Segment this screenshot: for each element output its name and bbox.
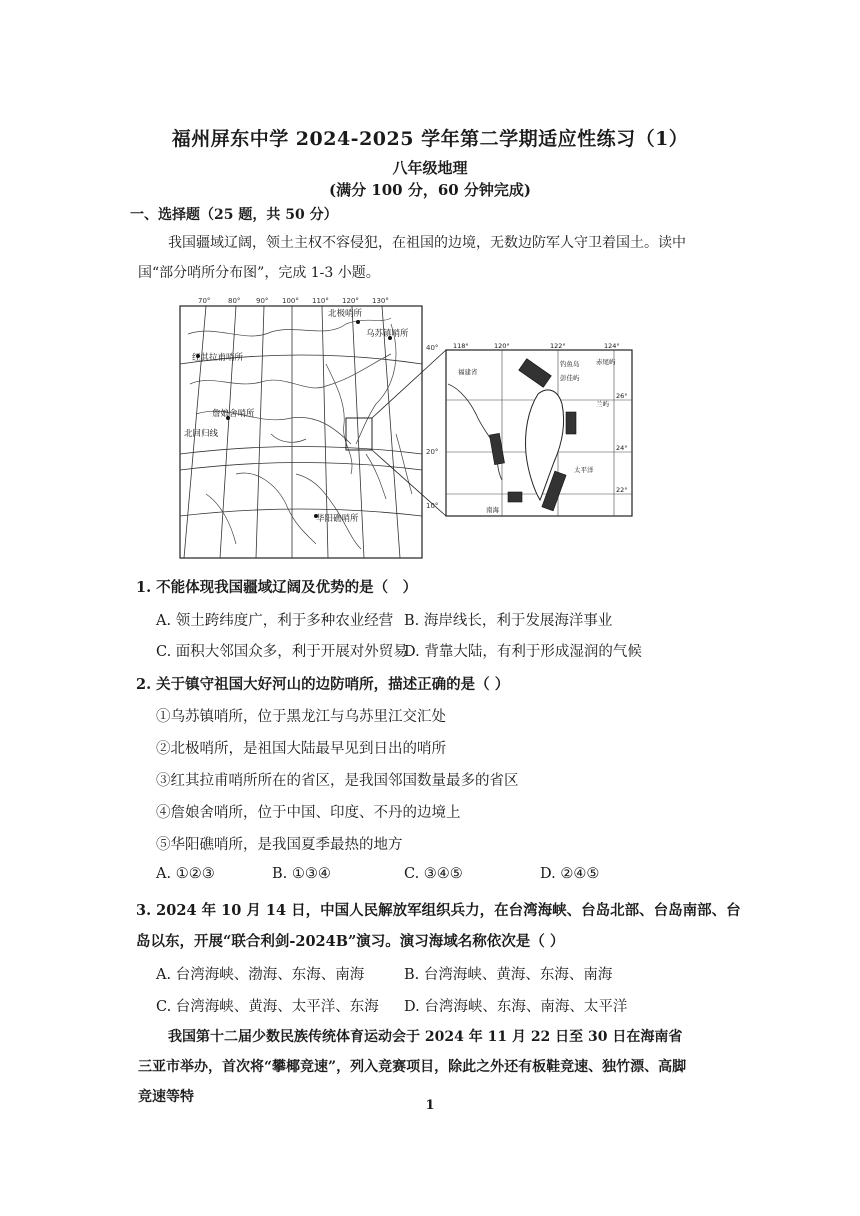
page-number: 1 — [425, 1098, 435, 1113]
question-1-option-a[interactable]: A. 领土跨纬度广，利于多种农业经营 — [156, 613, 394, 629]
question-3-option-d[interactable]: D. 台湾海峡、东海、南海、太平洋 — [404, 999, 628, 1015]
lat-label: 10° — [426, 502, 439, 510]
map-svg — [176, 294, 636, 564]
lon-label: 120° — [342, 297, 359, 305]
question-1-option-c[interactable]: C. 面积大邻国众多，利于开展对外贸易 — [156, 644, 408, 660]
inset-label-chiwei: 赤尾屿 — [596, 358, 616, 366]
inset-label-fujian: 福建省 — [458, 368, 478, 376]
inset-lon-label: 118° — [453, 342, 469, 350]
question-3-stem-line-2: 岛以东，开展“联合利剑-2024B”演习。演习海域名称依次是（ ） — [136, 933, 565, 950]
exercise-zone — [508, 492, 522, 502]
inset-label-pengjia: 彭佳屿 — [560, 374, 580, 382]
question-2-stem: 2. 关于镇守祖国大好河山的边防哨所，描述正确的是（ ） — [136, 676, 510, 693]
inset-lon-label: 124° — [604, 342, 620, 350]
question-3-option-c[interactable]: C. 台湾海峡、黄海、太平洋、东海 — [156, 999, 379, 1015]
inset-lon-label: 120° — [494, 342, 510, 350]
exam-title: 福州屏东中学 2024-2025 学年第二学期适应性练习（1） — [171, 128, 689, 150]
post-label-beiji: 北极哨所 — [328, 309, 363, 319]
intro-paragraph-2: 我国第十二届少数民族传统体育运动会于 2024 年 11 月 22 日至 30 日在海南省三亚市举办，首次将“攀椰竞速”，列入竞赛项目，除此之外还有板鞋竞速、独竹漂、高脚竞速等特 — [138, 1029, 687, 1105]
post-label-huayangjiao: 华阳礁哨所 — [316, 514, 359, 524]
question-2-option-d[interactable]: D. ②④⑤ — [540, 866, 600, 882]
inset-label-southsea: 南海 — [486, 506, 499, 514]
inset-label-lanyu: 兰屿 — [596, 400, 609, 408]
lat-label: 40° — [426, 344, 439, 352]
question-1-option-b[interactable]: B. 海岸线长，利于发展海洋事业 — [404, 613, 613, 629]
exercise-zone — [566, 412, 576, 434]
question-1-option-d[interactable]: D. 背靠大陆，有利于形成湿润的气候 — [404, 644, 642, 660]
lon-label: 90° — [256, 297, 269, 305]
question-2-option-a[interactable]: A. ①②③ — [156, 866, 215, 882]
post-label-wusuzhen: 乌苏镇哨所 — [366, 329, 409, 339]
question-1-stem: 1. 不能体现我国疆域辽阔及优势的是（ ） — [136, 579, 418, 596]
exam-score-note: (满分 100 分，60 分钟完成) — [328, 181, 532, 199]
inset-lon-label: 122° — [550, 342, 566, 350]
question-2-statement-4: ④詹娘舍哨所，位于中国、印度、不丹的边境上 — [156, 805, 461, 821]
lon-label: 130° — [372, 297, 389, 305]
question-2-statement-2: ②北极哨所，是祖国大陆最早见到日出的哨所 — [156, 741, 446, 757]
lon-label: 100° — [282, 297, 299, 305]
lon-label: 110° — [312, 297, 329, 305]
question-3-option-a[interactable]: A. 台湾海峡、渤海、东海、南海 — [156, 967, 365, 983]
lon-label: 80° — [228, 297, 241, 305]
question-3-option-b[interactable]: B. 台湾海峡、黄海、东海、南海 — [404, 967, 613, 983]
exam-subject: 八年级地理 — [392, 159, 468, 177]
inset-lat-label: 26° — [616, 392, 628, 400]
question-2-statement-5: ⑤华阳礁哨所，是我国夏季最热的地方 — [156, 837, 403, 853]
sentry-post-map — [176, 294, 636, 564]
inset-lat-label: 22° — [616, 486, 628, 494]
inset-label-pacific: 太平洋 — [574, 466, 594, 474]
question-2-option-b[interactable]: B. ①③④ — [272, 866, 331, 882]
question-2-statement-3: ③红其拉甫哨所所在的省区，是我国邻国数量最多的省区 — [156, 773, 519, 789]
post-marker — [356, 320, 360, 324]
post-label-hongqilafu: 红其拉甫哨所 — [192, 353, 244, 363]
tropic-label: 北回归线 — [184, 429, 219, 439]
question-2-option-c[interactable]: C. ③④⑤ — [404, 866, 463, 882]
intro-paragraph: 我国疆域辽阔，领土主权不容侵犯，在祖国的边境，无数边防军人守卫着国土。读中国“部分哨所分布图”，完成 1-3 小题。 — [138, 235, 686, 281]
section-heading: 一、选择题（25 题，共 50 分） — [130, 207, 338, 223]
lat-label: 20° — [426, 448, 439, 456]
question-2-statement-1: ①乌苏镇哨所，位于黑龙江与乌苏里江交汇处 — [156, 709, 446, 725]
lon-label: 70° — [198, 297, 211, 305]
post-label-zhanniangshe: 詹娘舍哨所 — [212, 409, 255, 419]
inset-lat-label: 24° — [616, 444, 628, 452]
inset-label-diaoyu: 钓鱼岛 — [560, 360, 580, 368]
question-3-stem-line-1: 3. 2024 年 10 月 14 日，中国人民解放军组织兵力，在台湾海峡、台岛北部、台岛南部、台 — [136, 902, 741, 919]
